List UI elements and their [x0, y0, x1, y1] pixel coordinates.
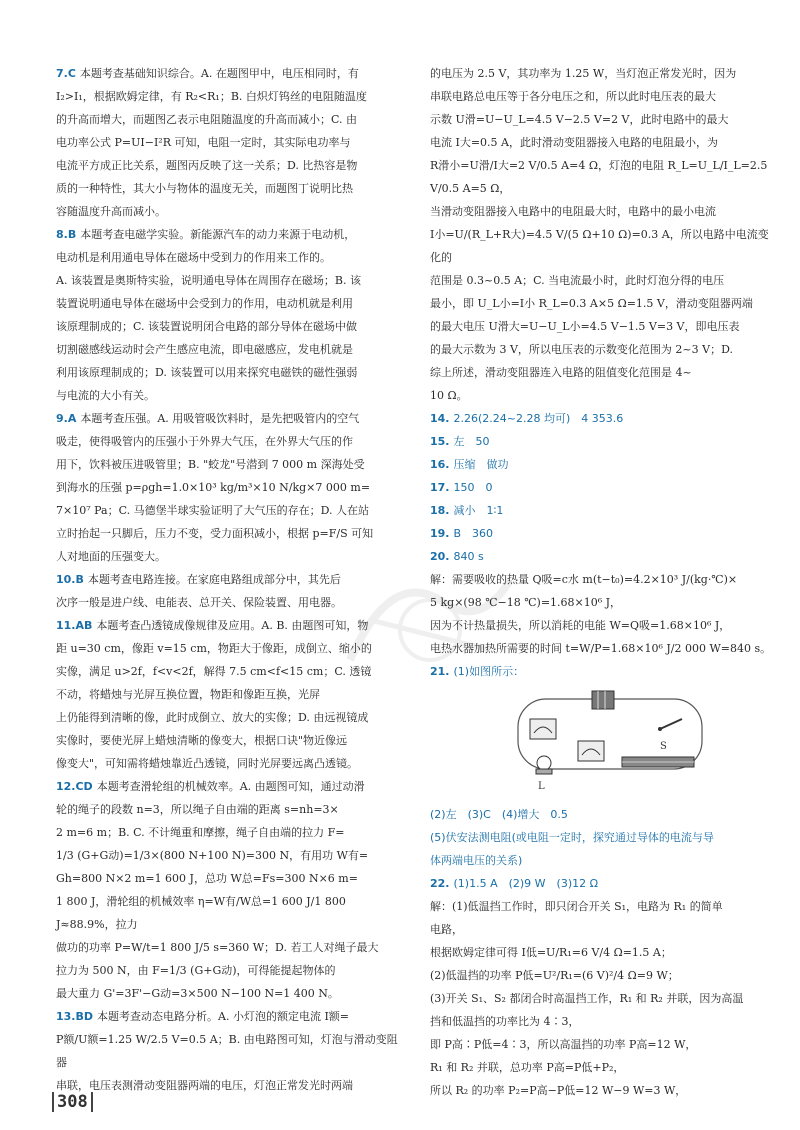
answer-17: 17. 150 0: [430, 481, 493, 494]
answer-16: 16. 压缩 做功: [430, 458, 509, 471]
question-number: 9.A: [56, 412, 77, 425]
switch-icon: [658, 719, 682, 731]
answer-15: 15. 左 50: [430, 435, 490, 448]
question-number: 7.C: [56, 67, 76, 80]
answer-22: 22. (1)1.5 A (2)9 W (3)12 Ω 解：(1)低温挡工作时，即只闭合开关 S₁，电路为 R₁ 的简单 电路， 根据欧姆定律可得 I低=U/R₁=6 V/4 Ω=1.5 A； (2)低温挡的功率 P低=U²/R₁=(6 V)²/4 Ω=9 W； (3)开关 S₁、S₂ 都闭合时高温挡工作，R₁ 和 R₂ 并联，因为高温 挡和低温挡的功率比为 4∶3， 即 P高∶P低=4∶3，所以高温挡的功率 P高=12 W， R₁ 和 R₂ 并联，总功率 P高=P低+P₂， 所以 R₂ 的功率 P₂=P高−P低=12 W−9 W=3 W，: [430, 877, 744, 1097]
left-column: [56, 62, 406, 1097]
answer-9: 9.A 本题考查压强。A. 用吸管吸饮料时，是先把吸管内的空气 吸走，使得吸管内的压强小于外界大气压，在外界大气压的作 用下，饮料被压进吸管里；B. "蛟龙"号潜到 7 000 m 深海处受 到海水的压强 p=ρgh=1.0×10³ kg/m³×10 N/kg×7 000 m= 7×10⁷ Pa；C. 马德堡半球实验证明了大气压的存在；D. 人在站 立时抬起一只脚后，压力不变，受力面积减小，根据 p=F/S 可知 人对地面的压强变大。: [56, 412, 374, 563]
answer-19: 19. B 360: [430, 527, 494, 540]
answer-13-continued: 的电压为 2.5 V，其功率为 1.25 W，当灯泡正常发光时，因为 串联电路总电压等于各分电压之和，所以此时电压表的最大 示数 U滑=U−U_L=4.5 V−2.5 V=2 V，此时电路中的最大 电流 I大=0.5 A，此时滑动变阻器接入电路的电阻最小，为 R滑小=U滑/I大=2 V/0.5 A=4 Ω，灯泡的电阻 R_L=U_L/I_L=2.5 V/0.5 A=5 Ω， 当滑动变阻器接入电路中的电阻最大时，电路中的最小电流 I小=U/(R_L+R大)=4.5 V/(5 Ω+10 Ω)=0.3 A，所以电路中电流变化的 范围是 0.3~0.5 A；C. 当电流最小时，此时灯泡分得的电压 最小，即 U_L小=I小 R_L=0.3 A×5 Ω=1.5 V，滑动变阻器两端 的最大电压 U滑大=U−U_L小=4.5 V−1.5 V=3 V，即电压表 的最大示数为 3 V，所以电压表的示数变化范围为 2~3 V；D. 综上所述，滑动变阻器连入电路的阻值变化范围是 4~ 10 Ω。: [430, 67, 769, 402]
ammeter-icon: [530, 719, 556, 739]
answer-7: 7.C 本题考查基础知识综合。A. 在题图甲中，电压相同时，有 I₂>I₁，根据欧姆定律，有 R₂<R₁；B. 白炽灯钨丝的电阻随温度 的升高而增大，而题图乙表示电阻随温度的升高而减小；C. 由 电功率公式 P=UI−I²R 可知，电阻一定时，其实际电功率与 电流平方成正比关系，题图丙反映了这一关系；D. 比热容是物 质的一种特性，其大小与物体的温度无关，而题图丁说明比热 容随温度升高而减小。: [56, 67, 367, 218]
right-column: [430, 62, 776, 1102]
answer-8: 8.B 本题考查电磁学实验。新能源汽车的动力来源于电动机， 电动机是利用通电导体在磁场中受到力的作用来工作的。 A. 该装置是奥斯特实验，说明通电导体在周围存在磁场；B. 该 装置说明通电导体在磁场中会受到力的作用，电动机就是利用 该原理制成的；C. 该装置说明闭合电路的部分导体在磁场中做 切割磁感线运动时会产生感应电流，即电磁感应，发电机就是 利用该原理制成的；D. 该装置可以用来探究电磁铁的磁性强弱 与电流的大小有关。: [56, 228, 362, 402]
page-number: 308: [52, 1092, 93, 1112]
question-number: 10.B: [56, 573, 84, 586]
answer-11: 11.AB 本题考查凸透镜成像规律及应用。A. B. 由题图可知，物 距 u=30 cm，像距 v=15 cm，物距大于像距，成倒立、缩小的 实像，满足 u>2f，f<v<2f，解得 7.5 cm<f<15 cm；C. 透镜 不动，将蜡烛与光屏互换位置，物距和像距互换，光屏 上仍能得到清晰的像，此时成倒立、放大的实像；D. 由远视镜成 实像时，要使光屏上蜡烛清晰的像变大，根据口诀"物近像远 像变大"，可知需将蜡烛靠近凸透镜，同时光屏要远离凸透镜。: [56, 619, 372, 770]
rheostat-icon: [622, 757, 694, 767]
answer-14: 14. 2.26(2.24~2.28 均可) 4 353.6: [430, 412, 624, 425]
question-number: 8.B: [56, 228, 77, 241]
lamp-icon: [536, 756, 552, 774]
answer-21: 21. (1)如图所示： L S (2)左 (3)C (4)增大 0.5 (5)伏安法测电阻(或电阻一定时，探究通过导体的电流与导 体两端电压的关系): [430, 665, 714, 867]
answer-12: 12.CD 本题考查滑轮组的机械效率。A. 由题图可知，通过动滑 轮的绳子的段数 n=3，所以绳子自由端的距离 s=nh=3× 2 m=6 m；B. C. 不计绳重和摩擦，绳子自由端的拉力 F= 1/3 (G+G动)=1/3×(800 N+100 N)=300 N，有用功 W有= Gh=800 N×2 m=1 600 J，总功 W总=Fs=300 N×6 m= 1 800 J，滑轮组的机械效率 η=W有/W总=1 600 J/1 800 J≈88.9%，拉力 做功的功率 P=W/t=1 800 J/5 s=360 W；D. 若工人对绳子最大 拉力为 500 N，由 F=1/3 (G+G动)，可得能提起物体的 最大重力 G'=3F'−G动=3×500 N−100 N=1 400 N。: [56, 780, 379, 1000]
answer-10: 10.B 本题考查电路连接。在家庭电路组成部分中，其先后 次序一般是进户线、电能表、总开关、保险装置、用电器。: [56, 573, 342, 609]
voltmeter-icon: [578, 741, 604, 761]
answer-18: 18. 减小 1∶1: [430, 504, 504, 517]
question-number: 12.CD: [56, 780, 93, 793]
switch-label: S: [660, 741, 667, 752]
question-number: 11.AB: [56, 619, 93, 632]
answer-13: 13.BD 本题考查动态电路分析。A. 小灯泡的额定电流 I额= P额/U额=1.25 W/2.5 V=0.5 A；B. 由电路图可知，灯泡与滑动变阻器 串联，电压表测滑动变阻器两端的电压，灯泡正常发光时两端: [56, 1010, 398, 1092]
battery-icon: [592, 691, 614, 709]
lamp-label: L: [538, 781, 545, 792]
circuit-diagram: [510, 689, 710, 797]
answer-20: 20. 840 s 解：需要吸收的热量 Q吸=c水 m(t−t₀)=4.2×10³ J/(kg·℃)× 5 kg×(98 ℃−18 ℃)=1.68×10⁶ J， 因为不计热量损失，所以消耗的电能 W=Q吸=1.68×10⁶ J， 电热水器加热所需要的时间 t=W/P=1.68×10⁶ J/2 000 W=840 s。: [430, 550, 772, 655]
question-number: 13.BD: [56, 1010, 94, 1023]
